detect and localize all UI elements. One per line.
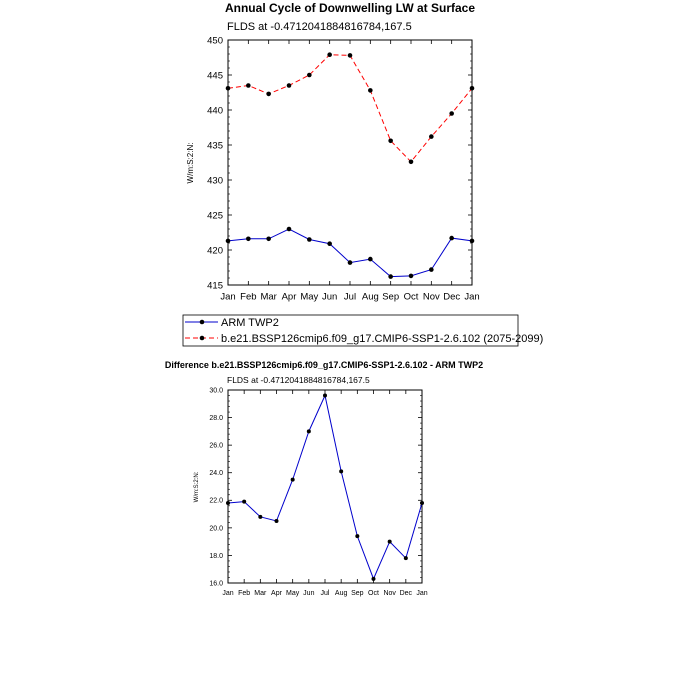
data-point — [246, 83, 251, 88]
y-tick-label: 420 — [207, 245, 223, 257]
data-point — [355, 534, 359, 538]
data-point — [348, 260, 353, 265]
data-point — [242, 500, 246, 504]
series-line — [228, 229, 472, 277]
y-tick-label: 24.0 — [209, 470, 223, 478]
x-tick-label: Jan — [416, 590, 428, 597]
data-point — [388, 274, 393, 279]
legend-marker-model — [200, 336, 205, 341]
annual-cycle-chart — [183, 1, 543, 346]
data-point — [470, 86, 475, 91]
x-tick-label: Jan — [220, 291, 236, 303]
chart2-subtitle: FLDS at -0.4712041884816784,167.5 — [227, 375, 370, 385]
data-point — [409, 274, 414, 279]
data-point — [307, 73, 312, 78]
chart1-series — [226, 52, 475, 279]
data-point — [246, 237, 251, 242]
y-tick-label: 450 — [207, 35, 223, 47]
x-tick-label: Jul — [320, 590, 330, 597]
y-tick-label: 22.0 — [209, 497, 223, 505]
y-tick-label: 20.0 — [209, 525, 223, 533]
x-tick-label: Jun — [303, 590, 315, 597]
x-tick-label: Apr — [281, 291, 297, 303]
data-point — [307, 237, 312, 242]
data-point — [226, 239, 231, 244]
data-point — [368, 88, 373, 93]
x-tick-label: May — [286, 590, 300, 597]
legend-label-model: b.e21.BSSP126cmip6.f09_g17.CMIP6-SSP1-2.6.102 (2075-2099) — [221, 333, 544, 345]
x-tick-label: Mar — [254, 590, 267, 597]
chart1-y-axis-label: W/m:S:2:N: — [186, 142, 195, 184]
legend-marker-arm — [200, 320, 205, 325]
chart2-x-ticks — [222, 390, 427, 597]
y-tick-label: 415 — [207, 280, 223, 292]
y-tick-label: 18.0 — [209, 552, 223, 560]
chart1-legend — [183, 315, 543, 346]
x-tick-label: Feb — [240, 291, 257, 303]
data-point — [339, 469, 343, 473]
data-point — [409, 160, 414, 165]
x-tick-label: Aug — [334, 590, 348, 597]
data-point — [327, 52, 332, 57]
data-point — [368, 257, 373, 262]
data-point — [348, 53, 353, 58]
series-line — [228, 396, 422, 579]
x-tick-label: Apr — [271, 590, 282, 597]
data-point — [226, 501, 230, 505]
data-point — [226, 86, 231, 91]
data-point — [449, 111, 454, 116]
x-tick-label: Nov — [383, 590, 396, 597]
chart2-y-axis-label: W/m:S:2:N: — [194, 471, 200, 503]
data-point — [266, 237, 271, 242]
data-point — [266, 92, 271, 97]
x-tick-label: Nov — [422, 291, 440, 303]
y-tick-label: 26.0 — [209, 442, 223, 450]
x-tick-label: Jan — [222, 590, 234, 597]
chart2-series — [226, 394, 424, 581]
x-tick-label: Jan — [464, 291, 480, 303]
x-tick-label: Feb — [238, 590, 251, 597]
legend-label-arm: ARM TWP2 — [221, 317, 279, 329]
y-tick-label: 16.0 — [209, 580, 223, 588]
data-point — [449, 236, 454, 241]
data-point — [372, 577, 376, 581]
x-tick-label: Jul — [343, 291, 357, 303]
y-tick-label: 440 — [207, 105, 223, 117]
chart1-title: Annual Cycle of Downwelling LW at Surface — [224, 1, 476, 15]
y-tick-label: 445 — [207, 70, 223, 82]
x-tick-label: May — [300, 291, 319, 303]
data-point — [429, 134, 434, 139]
data-point — [388, 540, 392, 544]
data-point — [323, 394, 327, 398]
x-tick-label: Sep — [382, 291, 400, 303]
data-point — [258, 515, 262, 519]
data-point — [470, 239, 475, 244]
data-point — [388, 139, 393, 144]
data-point — [307, 429, 311, 433]
x-tick-label: Oct — [368, 590, 379, 597]
y-tick-label: 435 — [207, 140, 223, 152]
data-point — [287, 227, 292, 232]
x-tick-label: Sep — [351, 590, 364, 597]
x-tick-label: Aug — [361, 291, 379, 303]
chart2-plot-frame — [228, 390, 422, 583]
series-line — [228, 55, 472, 162]
data-point — [429, 267, 434, 272]
y-tick-label: 28.0 — [209, 415, 223, 423]
data-point — [327, 241, 332, 246]
x-tick-label: Dec — [443, 291, 461, 303]
y-tick-label: 425 — [207, 210, 223, 222]
x-tick-label: Mar — [260, 291, 277, 303]
x-tick-label: Dec — [399, 590, 413, 597]
chart2-title: Difference b.e21.BSSP126cmip6.f09_g17.CMIP6-SSP1-2.6.102 - ARM TWP2 — [164, 360, 484, 370]
difference-chart — [165, 360, 483, 597]
y-tick-label: 30.0 — [209, 387, 223, 395]
chart2-y-ticks — [209, 387, 422, 587]
data-point — [275, 519, 279, 523]
y-tick-label: 430 — [207, 175, 223, 187]
x-tick-label: Oct — [403, 291, 419, 303]
chart1-plot-frame — [228, 40, 472, 285]
data-point — [420, 501, 424, 505]
data-point — [287, 83, 292, 88]
data-point — [404, 556, 408, 560]
x-tick-label: Jun — [322, 291, 338, 303]
chart1-subtitle: FLDS at -0.4712041884816784,167.5 — [227, 21, 412, 33]
data-point — [291, 478, 295, 482]
